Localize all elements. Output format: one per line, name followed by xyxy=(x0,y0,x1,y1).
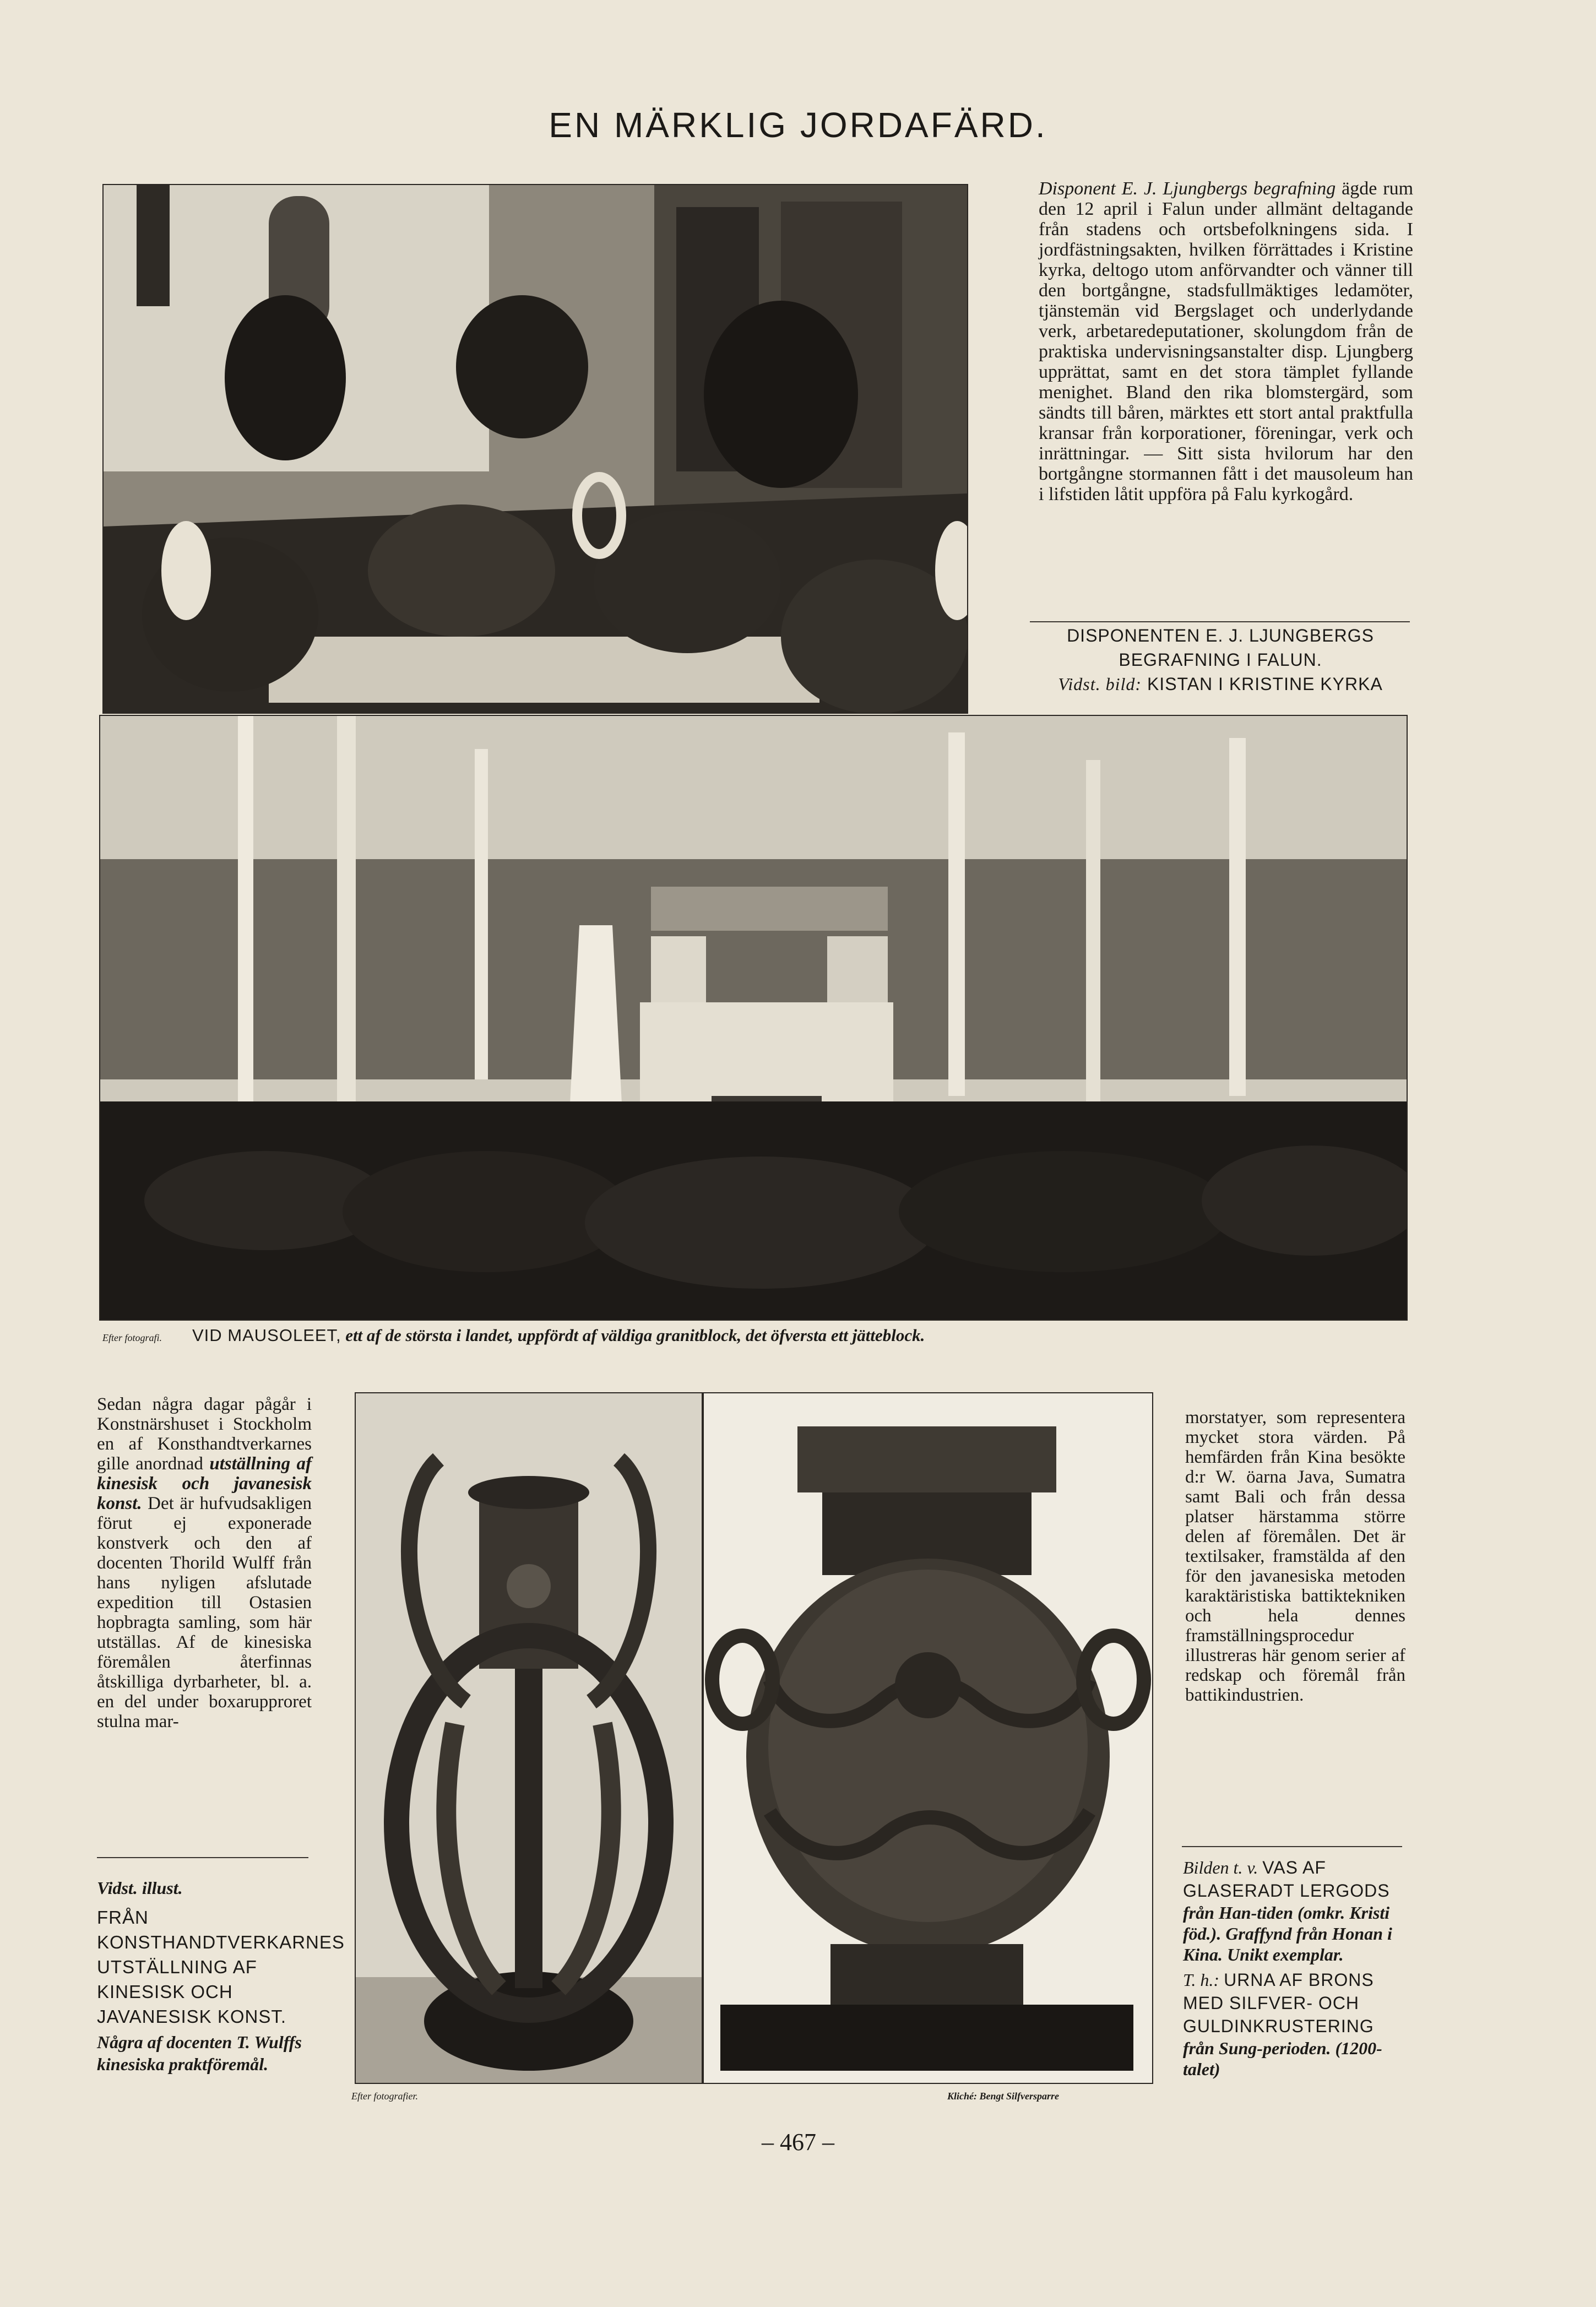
mausoleum-illustration xyxy=(100,716,1407,1320)
caption-mid-upright: VID MAUSOLEET, xyxy=(192,1326,341,1345)
caption-right-text2: URNA AF BRONS MED SILFVER- OCH GULDINKRUSTERING xyxy=(1183,1970,1374,2036)
vase-glazed-photo xyxy=(355,1392,703,2084)
caption-mid-credit: Efter fotografi. xyxy=(102,1332,162,1343)
credit-vase-right: Kliché: Bengt Silfversparre xyxy=(947,2091,1059,2102)
caption-top xyxy=(1022,623,1419,696)
caption-mid xyxy=(102,1324,1402,1347)
credit-vase-left: Efter fotografier. xyxy=(351,2091,418,2102)
church-coffin-photo xyxy=(102,184,968,714)
caption-right-prefix1: Bilden t. v. xyxy=(1183,1858,1258,1877)
article-text xyxy=(1039,178,1413,504)
divider xyxy=(97,1857,308,1858)
page-title: EN MÄRKLIG JORDAFÄRD. xyxy=(549,105,1047,145)
caption-top-prefix: Vidst. bild: xyxy=(1058,674,1142,694)
caption-left-italic: Några af docenten T. Wulffs kinesiska praktföremål. xyxy=(97,2032,302,2074)
caption-right-italic1: från Han-tiden (omkr. Kristi föd.). Graffynd från Honan i Kina. Unikt exemplar. xyxy=(1183,1903,1392,1964)
glazed-vase-illustration xyxy=(356,1393,702,2083)
bronze-urn-illustration xyxy=(704,1393,1152,2083)
caption-right xyxy=(1183,1856,1409,2080)
caption-right-text1: VAS AF GLASERADT LERGODS xyxy=(1183,1858,1390,1901)
caption-left xyxy=(97,1878,345,2075)
caption-right-prefix2: T. h.: xyxy=(1183,1970,1220,1990)
page-number: – 467 – xyxy=(762,2129,834,2156)
exhibition-left-rest: Det är hufvudsakligen förut ej exponerade konstverk och den af docenten Thorild Wulff från hans nyligen afslutade expedition till Ostasien hopbragta samling, som här utställas. Af de kinesiska föremålen återfinnas åtskilliga dyrbarheter, bl. a. en del under boxarupproret stulna mar- xyxy=(97,1494,312,1731)
caption-right-italic2: från Sung-perioden. (1200-talet) xyxy=(1183,2038,1382,2079)
article-body: ägde rum den 12 april i Falun under allmänt deltagande från stadens och ortsbefolkningens sida. I jordfästningsakten, hvilken förrättades i Kristine kyrka, deltogo utom anförvandter och vänner till den bortgångne, stadsfullmäktiges ledamöter, tjänstemän vid Bergslaget och underlydande verk, arbetaredeputationer, skolungdom från de praktiska undervisningsanstalter disp. Ljungberg upprättat, samt en det stora tämplet fyllande menighet. Bland den rika blomstergärd, som sändts till båren, märktes ett stort antal praktfulla kransar från korporationer, föreningar, verk och inrättningar. — Sitt sista hvilorum har den bortgångne stormannen fått i det mausoleum han i lifstiden låtit uppföra på Falu kyrkogård. xyxy=(1039,178,1414,504)
exhibition-left-text xyxy=(97,1394,312,1731)
church-coffin-illustration xyxy=(104,185,967,713)
caption-top-line3 xyxy=(1022,672,1419,696)
caption-top-line1: DISPONENTEN E. J. LJUNGBERGS xyxy=(1067,626,1374,645)
caption-mid-italic: ett af de största i landet, uppfördt af väldiga granitblock, det öfversta ett jätteblock. xyxy=(345,1326,925,1345)
bronze-urn-photo xyxy=(703,1392,1153,2084)
caption-left-prefix: Vidst. illust. xyxy=(97,1878,183,1898)
divider xyxy=(1182,1846,1402,1847)
caption-left-text: FRÅN KONSTHANDTVERKARNES UTSTÄLLNING AF KINESISK OCH JAVANESISK KONST. xyxy=(97,1907,345,2027)
exhibition-right-text xyxy=(1185,1408,1405,1705)
exhibition-right-paragraph: morstatyer, som representera mycket stora värden. På hemfärden från Kina besökte d:r W. öarna Java, Sumatra samt Bali och från dessa platser härstamma större delen af föremålen. Det är textilsaker, framstälda af den för den javanesiska metoden karaktäristiska battiktekniken och hela dennes framställningsprocedur illustreras här genom serier af redskap och föremål från battikindustrien. xyxy=(1185,1408,1405,1705)
divider xyxy=(1030,621,1410,622)
caption-top-line3-text: KISTAN I KRISTINE KYRKA xyxy=(1147,674,1383,694)
caption-top-line2: BEGRAFNING I FALUN. xyxy=(1119,650,1322,670)
article-lead: Disponent E. J. Ljungbergs begrafning xyxy=(1039,178,1336,199)
exhibition-left-italic: utställning af kinesisk och javanesisk konst. xyxy=(97,1454,312,1513)
mausoleum-photo xyxy=(99,715,1408,1321)
exhibition-left-start: Sedan några dagar pågår i Konstnärshuset i Stockholm en af Konsthandtverkarnes gille anordnad xyxy=(97,1394,312,1474)
